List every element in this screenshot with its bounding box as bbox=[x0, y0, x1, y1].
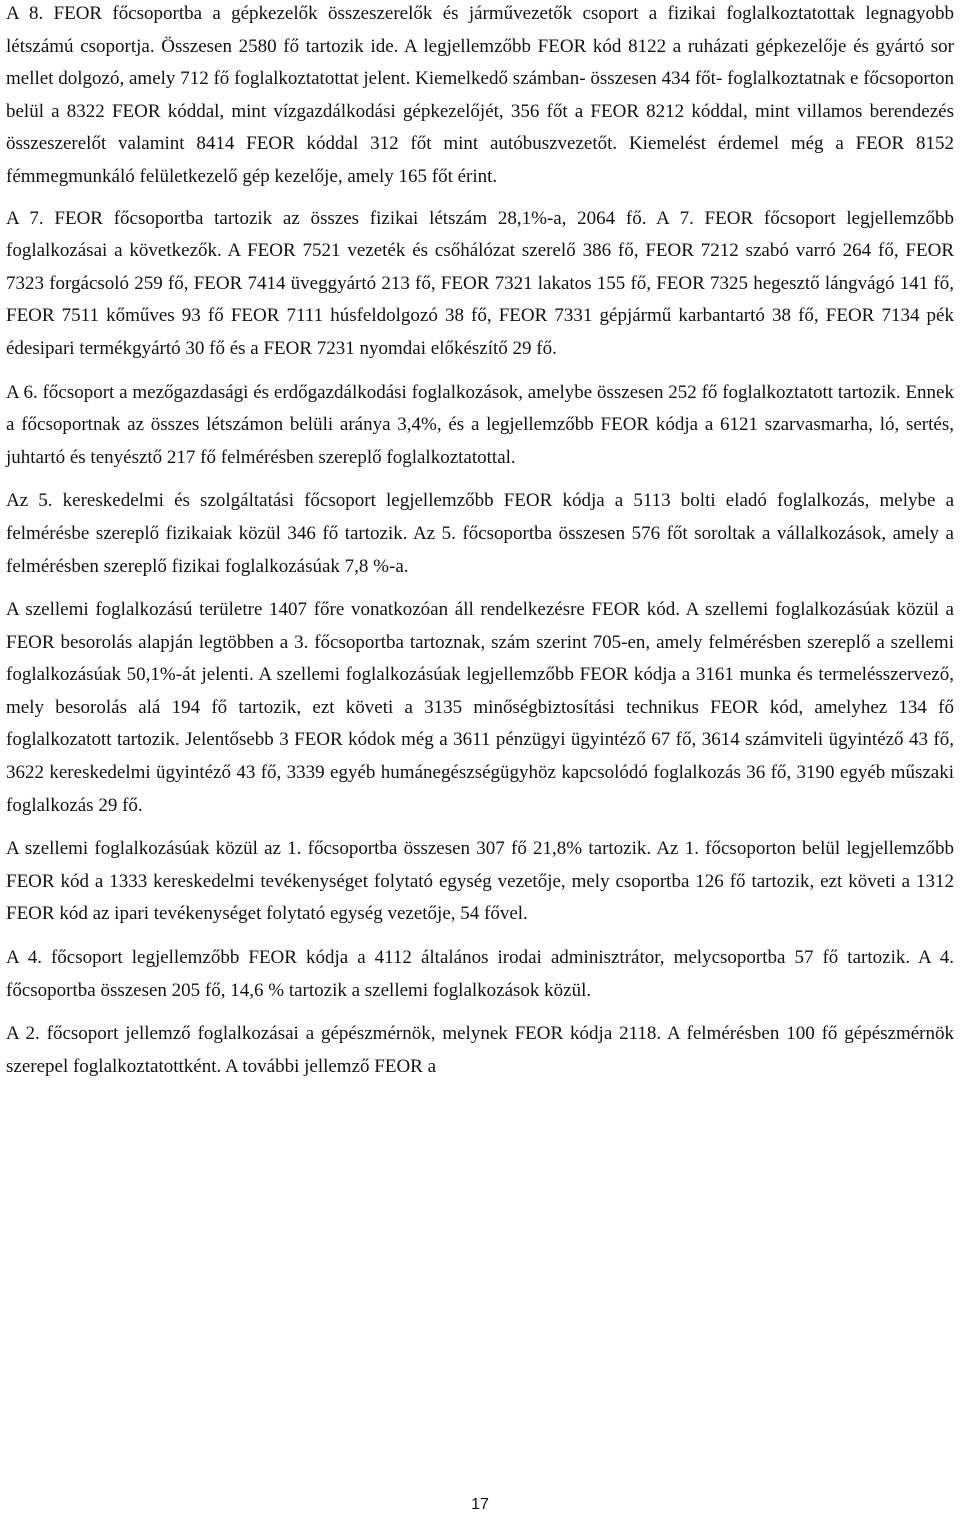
paragraph-feor-7: A 7. FEOR főcsoportba tartozik az összes fizikai létszám 28,1%-a, 2064 fő. A 7. FEOR főcsoport legjellemzőbb foglalkozásai a következők. A FEOR 7521 vezeték és csőhálózat szerelő 386 fő, FEOR 7212 szabó varró 264 fő, FEOR 7323 forgácsoló 259 fő, FEOR 7414 üveggyártó 213 fő, FEOR 7321 lakatos 155 fő, FEOR 7325 hegesztő lángvágó 141 fő, FEOR 7511 kőműves 93 fő FEOR 7111 húsfeldolgozó 38 fő, FEOR 7331 gépjármű karbantartó 38 fő, FEOR 7134 pék édesipari termékgyártó 30 fő és a FEOR 7231 nyomdai előkészítő 29 fő. bbox=[6, 207, 954, 359]
paragraph-feor-8: A 8. FEOR főcsoportba a gépkezelők összeszerelők és járművezetők csoport a fizikai foglalkoztatottak legnagyobb létszámú csoportja. Összesen 2580 fő tartozik ide. A legjellemzőbb FEOR kód 8122 a ruházati gépkezelője és gyártó sor mellet dolgozó, amely 712 fő foglalkoztatottat jelent. Kiemelkedő számban- összesen 434 főt- foglalkoztatnak e főcsoporton belül a 8322 FEOR kóddal, mint vízgazdálkodási gépkezelőjét, 356 főt a FEOR 8212 kóddal, mint villamos berendezés összeszerelőt valamint 8414 FEOR kóddal 312 főt mint autóbuszvezetőt. Kiemelést érdemel még a FEOR 8152 fémmegmunkáló felületkezelő gép kezelője, amely 165 főt érint. bbox=[6, 3, 954, 187]
document-body bbox=[6, 0, 954, 1083]
paragraph-feor-5: Az 5. kereskedelmi és szolgáltatási főcsoport legjellemzőbb FEOR kódja a 5113 bolti eladó foglalkozás, melybe a felmérésbe szereplő fizikaiak közül 346 fő tartozik. Az 5. főcsoportba összesen 576 főt soroltak a vállalkozások, amely a felmérésben szereplő fizikai foglalkozásúak 7,8 %-a. bbox=[6, 490, 954, 577]
paragraph-feor-2: A 2. főcsoport jellemző foglalkozásai a gépészmérnök, melynek FEOR kódja 2118. A felmérésben 100 fő gépészmérnök szerepel foglalkoztatottként. A további jellemző FEOR a bbox=[6, 1023, 954, 1077]
paragraph-szellemi-1: A szellemi foglalkozásúak közül az 1. főcsoportba összesen 307 fő 21,8% tartozik. Az 1. főcsoporton belül legjellemzőbb FEOR kód a 1333 kereskedelmi tevékenységet folytató egység vezetője, mely csoportba 126 fő tartozik, ezt követi a 1312 FEOR kód az ipari tevékenységet folytató egység vezetője, 54 fővel. bbox=[6, 838, 954, 925]
paragraph-feor-4: A 4. főcsoport legjellemzőbb FEOR kódja a 4112 általános irodai adminisztrátor, melycsoportba 57 fő tartozik. A 4. főcsoportba összesen 205 fő, 14,6 % tartozik a szellemi foglalkozások közül. bbox=[6, 947, 954, 1001]
paragraph-feor-6: A 6. főcsoport a mezőgazdasági és erdőgazdálkodási foglalkozások, amelybe összesen 252 fő foglalkoztatott tartozik. Ennek a főcsoportnak az összes létszámon belüli aránya 3,4%, és a legjellemzőbb FEOR kódja a 6121 szarvasmarha, ló, sertés, juhtartó és tenyésztő 217 fő felmérésben szereplő foglalkoztatottal. bbox=[6, 381, 954, 468]
paragraph-szellemi-3: A szellemi foglalkozású területre 1407 főre vonatkozóan áll rendelkezésre FEOR kód. A szellemi foglalkozásúak közül a FEOR besorolás alapján legtöbben a 3. főcsoportba tartoznak, szám szerint 705-en, amely felmérésben szereplő a szellemi foglalkozásúak 50,1%-át jelenti. A szellemi foglalkozásúak legjellemzőbb FEOR kódja a 3161 munka és termelésszervező, mely besorolás alá 194 fő tartozik, ezt követi a 3135 minőségbiztosítási technikus FEOR kód, amelyhez 134 fő foglalkozatott tartozik. Jelentősebb 3 FEOR kódok még a 3611 pénzügyi ügyintéző 67 fő, 3614 számviteli ügyintéző 43 fő, 3622 kereskedelmi ügyintéző 43 fő, 3339 egyéb humánegészségügyhöz kapcsolódó foglalkozás 36 fő, 3190 egyéb műszaki foglalkozás 29 fő. bbox=[6, 599, 954, 816]
page-number: 17 bbox=[471, 1496, 489, 1513]
